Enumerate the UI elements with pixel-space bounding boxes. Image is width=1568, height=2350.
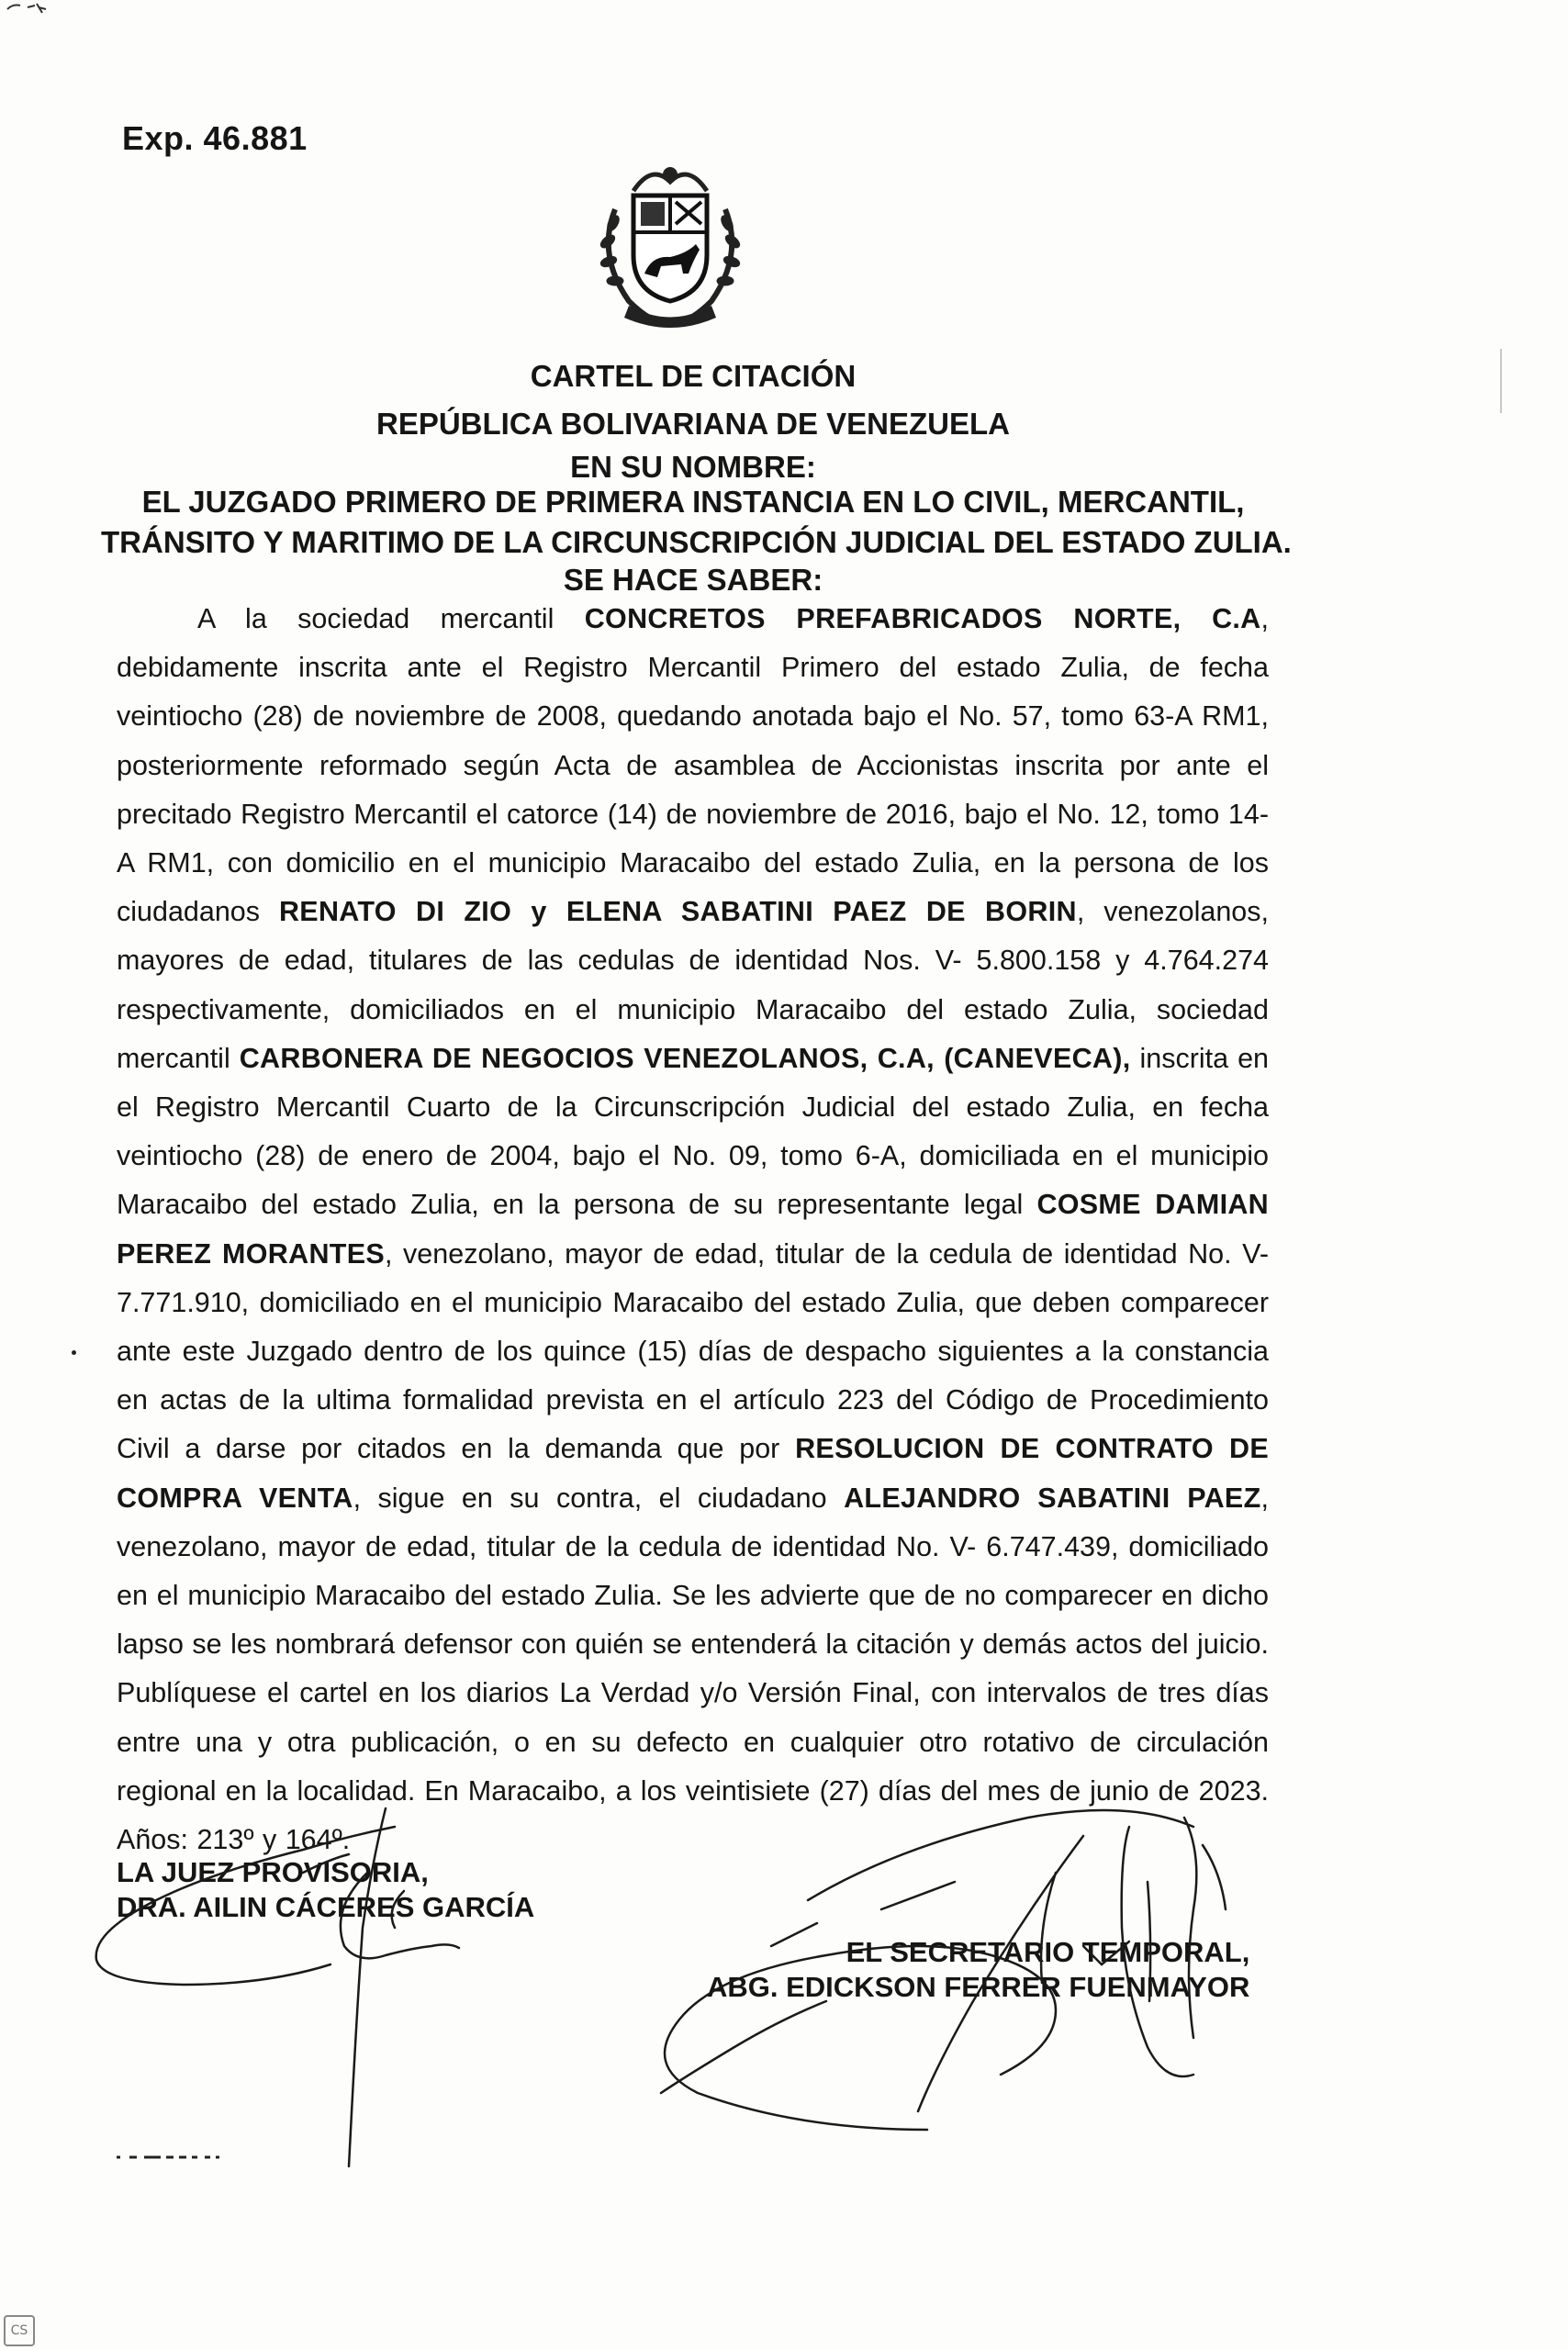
heading-en-su-nombre: EN SU NOMBRE: [570, 450, 816, 484]
judge-title: LA JUEZ PROVISORIA, [117, 1856, 429, 1888]
body-text-6: , sigue en su contra, el ciudadano [353, 1482, 845, 1514]
body-text-4: inscrita en el Registro Mercantil Cuarto de la Circunscripción Judicial del estado Zulia, en fecha veintiocho (28) de enero de 2004, bajo el No. 09, tomo 6-A, domiciliada en el municipio Maracaibo del estado Zulia, en la persona de su representante legal [117, 1042, 1270, 1221]
body-text-1: A la sociedad mercantil [197, 603, 585, 634]
heading-cartel: CARTEL DE CITACIÓN [530, 359, 857, 393]
expediente-number: Exp. 46.881 [122, 119, 308, 157]
heading-republica: REPÚBLICA BOLIVARIANA DE VENEZUELA [376, 407, 1010, 441]
secretary-title: EL SECRETARIO TEMPORAL, [846, 1936, 1250, 1968]
secretary-signature-block [707, 1935, 1249, 2005]
heading-transito: TRÁNSITO Y MARITIMO DE LA CIRCUNSCRIPCIÓN JUDICIAL DEL ESTADO ZULIA. [101, 525, 1292, 559]
scan-edge-line [1500, 349, 1502, 413]
person-cosme-damian: COSME DAMIAN PEREZ MORANTES [117, 1189, 1270, 1270]
stray-dot [72, 1350, 76, 1355]
plaintiff-name: ALEJANDRO SABATINI PAEZ [844, 1482, 1261, 1514]
secretary-name: ABG. EDICKSON FERRER FUENMAYOR [707, 1971, 1250, 2003]
persons-renato-elena: RENATO DI ZIO y ELENA SABATINI PAEZ DE BORIN [278, 896, 1077, 928]
body-text-5: , venezolano, mayor de edad, titular de la cedula de identidad No. V- 7.771.910, domiciliado en el municipio Maracaibo del estado Zulia, que deben comparecer ante este Juzgado dentro de los quince (15) días de despacho siguientes a la constancia en actas de la ultima formalidad prevista en el artículo 223 del Código de Procedimiento Civil a darse por citados en la demanda que por [117, 1237, 1269, 1465]
company-name-concretos: CONCRETOS PREFABRICADOS NORTE, C.A [584, 603, 1261, 634]
dash-marks [115, 2152, 243, 2163]
body-text-2: , debidamente inscrita ante el Registro Mercantil Primero del estado Zulia, de fecha veintiocho (28) de noviembre de 2008, quedando anotada bajo el No. 57, tomo 63-A RM1, posteriormente reformado según Acta de asamblea de Accionistas inscrita por ante el precitado Registro Mercantil el catorce (14) de noviembre de 2016, bajo el No. 12, tomo 14-A RM1, con domicilio en el municipio Maracaibo del estado Zulia, en la persona de los ciudadanos [117, 603, 1269, 928]
corner-scribble [6, 0, 61, 18]
coat-of-arms-icon [578, 154, 762, 338]
judge-signature-block [117, 1855, 534, 1925]
citation-body [117, 595, 1269, 1864]
heading-juzgado: EL JUZGADO PRIMERO DE PRIMERA INSTANCIA EN LO CIVIL, MERCANTIL, [141, 485, 1245, 519]
heading-se-hace-saber: SE HACE SABER: [563, 563, 823, 597]
company-name-caneveca: CARBONERA DE NEGOCIOS VENEZOLANOS, C.A, (CANEVECA), [239, 1042, 1131, 1074]
scanner-badge-icon: CS [4, 2315, 35, 2346]
claim-type: RESOLUCION DE CONTRATO DE COMPRA VENTA [117, 1433, 1269, 1514]
body-text-3: , venezolanos, mayores de edad, titulares de las cedulas de identidad Nos. V- 5.800.158 y 4.764.274 respectivamente, domiciliados en el municipio Maracaibo del estado Zulia, sociedad mercantil [117, 896, 1269, 1074]
judge-name: DRA. AILIN CÁCERES GARCÍA [117, 1891, 535, 1923]
body-text-7: , venezolano, mayor de edad, titular de la cedula de identidad No. V- 6.747.439, domiciliado en el municipio Maracaibo del estado Zulia. Se les advierte que de no comparecer en dicho lapso se les nombrará defensor con quién se entenderá la citación y demás actos del juicio. Publíquese el cartel en los diarios La Verdad y/o Versión Final, con intervalos de tres días entre una y otra publicación, o en su defecto en cualquier otro rotativo de circulación regional en la localidad. En Maracaibo, a los veintisiete (27) días del mes de junio de 2023. Años: 213º y 164º. [117, 1482, 1269, 1856]
